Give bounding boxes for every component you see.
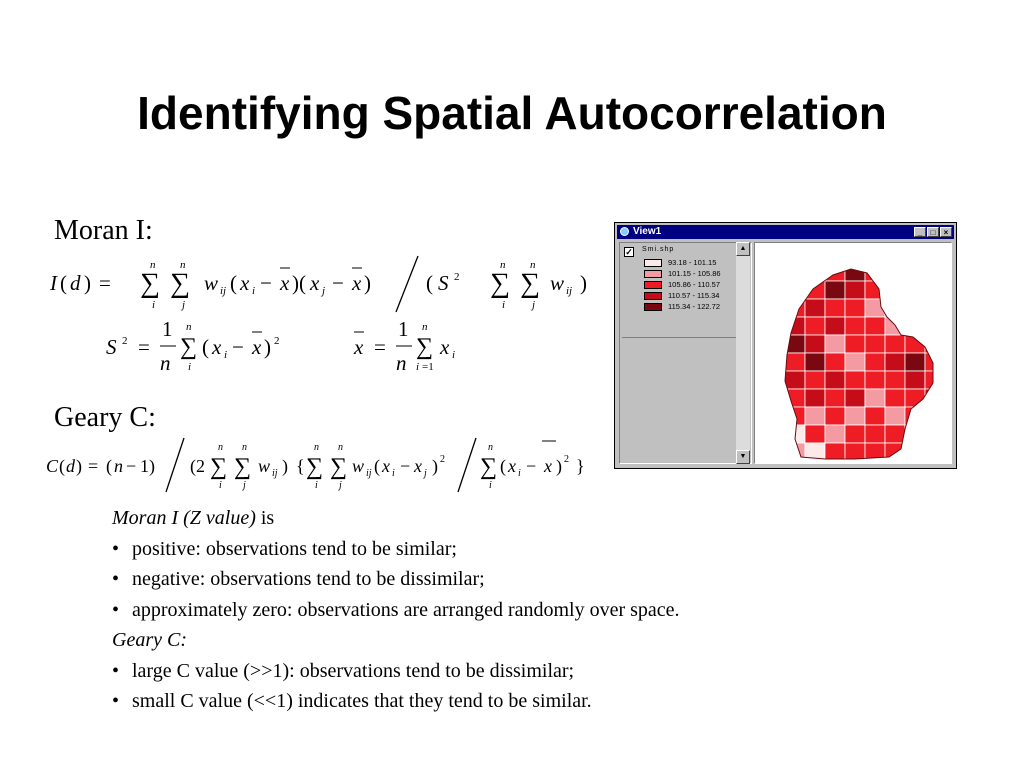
vertical-scrollbar[interactable] xyxy=(736,242,750,464)
svg-text:S: S xyxy=(106,335,117,359)
svg-text:): ) xyxy=(76,456,82,476)
svg-text:w: w xyxy=(204,271,219,295)
svg-text:ij: ij xyxy=(220,285,227,297)
svg-text:=1: =1 xyxy=(422,361,434,373)
svg-text:(: ( xyxy=(500,456,506,476)
svg-text:): ) xyxy=(556,456,562,476)
svg-text:i: i xyxy=(315,480,318,491)
svg-text:∑: ∑ xyxy=(330,454,348,480)
svg-text:w: w xyxy=(550,271,565,295)
svg-text:C: C xyxy=(46,456,59,476)
moran-notes-heading: Moran I (Z value) is xyxy=(112,507,275,529)
svg-text:=: = xyxy=(138,335,150,359)
legend-row xyxy=(644,292,744,302)
svg-text:x: x xyxy=(252,335,262,359)
globe-icon xyxy=(620,227,629,236)
svg-text:∑: ∑ xyxy=(520,268,540,299)
theme-visibility-checkbox[interactable]: ✓ xyxy=(625,247,633,257)
svg-text:i: i xyxy=(518,468,521,479)
legend-row xyxy=(644,259,744,269)
svg-text:∑: ∑ xyxy=(170,268,190,299)
legend-swatch xyxy=(644,303,662,311)
svg-text:w: w xyxy=(258,456,271,476)
svg-text:i: i xyxy=(252,285,256,297)
svg-text:2: 2 xyxy=(440,454,445,465)
maximize-button[interactable]: □ xyxy=(927,227,939,237)
svg-text:(: ( xyxy=(202,335,209,359)
slide-title: Identifying Spatial Autocorrelation xyxy=(137,87,887,139)
svg-text:): ) xyxy=(432,456,438,476)
svg-text:2: 2 xyxy=(564,454,569,465)
svg-text:x: x xyxy=(382,456,390,476)
svg-text:n: n xyxy=(180,259,186,271)
svg-text:x: x xyxy=(508,456,516,476)
svg-text:x: x xyxy=(352,271,362,295)
svg-text:n: n xyxy=(150,259,156,271)
county-grid xyxy=(785,263,945,461)
svg-text:): ) xyxy=(282,456,288,476)
window-title: View1 xyxy=(633,226,662,237)
svg-text:): ) xyxy=(84,271,91,295)
svg-text:i: i xyxy=(392,468,395,479)
legend-label: 101.15 - 105.86 xyxy=(668,269,721,278)
svg-text:j: j xyxy=(532,299,536,311)
svg-text:−: − xyxy=(126,456,137,476)
minimize-button[interactable]: _ xyxy=(914,227,926,237)
svg-text:∑: ∑ xyxy=(480,454,498,480)
window-titlebar[interactable] xyxy=(617,225,954,239)
geary-label: Geary C: xyxy=(54,402,156,433)
svg-text:i: i xyxy=(188,361,192,373)
svg-text:n: n xyxy=(530,259,536,271)
svg-text:I: I xyxy=(50,271,57,295)
svg-text:n: n xyxy=(338,442,343,453)
svg-text:∑: ∑ xyxy=(140,268,160,299)
svg-text:n: n xyxy=(186,321,192,333)
scroll-down-button[interactable]: ▼ xyxy=(736,450,750,464)
svg-text:2: 2 xyxy=(454,271,460,283)
svg-text:(: ( xyxy=(426,271,433,295)
svg-text:=: = xyxy=(88,456,99,476)
svg-text:∑: ∑ xyxy=(234,454,252,480)
svg-text:j: j xyxy=(243,480,246,491)
choropleth-map xyxy=(755,243,951,463)
svg-text:}: } xyxy=(576,456,585,476)
svg-text:1): 1) xyxy=(140,456,155,476)
close-button[interactable]: × xyxy=(940,227,952,237)
svg-text:∑: ∑ xyxy=(180,334,198,360)
geary-formula xyxy=(44,434,604,496)
svg-text:n: n xyxy=(488,442,493,453)
svg-text:x: x xyxy=(544,456,552,476)
svg-text:n: n xyxy=(114,456,123,476)
svg-text:j: j xyxy=(182,299,186,311)
svg-text:j: j xyxy=(424,468,427,479)
svg-text:j: j xyxy=(339,480,342,491)
svg-text:∑: ∑ xyxy=(210,454,228,480)
legend-label: 105.86 - 110.57 xyxy=(668,280,720,289)
geary-point: • large C value (>>1): observations tend to be dissimilar; xyxy=(112,659,575,682)
svg-text:n: n xyxy=(314,442,319,453)
svg-text:i: i xyxy=(219,480,222,491)
moran-point: • positive: observations tend to be similar; xyxy=(112,537,457,560)
svg-text:(: ( xyxy=(374,456,380,476)
svg-text:x: x xyxy=(414,456,422,476)
scroll-up-button[interactable]: ▲ xyxy=(736,242,750,256)
svg-text:x: x xyxy=(354,335,364,359)
svg-text:i: i xyxy=(152,299,156,311)
theme-name: Smi.shp xyxy=(642,246,675,253)
legend-label: 93.18 - 101.15 xyxy=(668,258,717,267)
svg-text:x: x xyxy=(310,271,320,295)
legend-swatch xyxy=(644,259,662,267)
legend-swatch xyxy=(644,270,662,278)
svg-text:(: ( xyxy=(230,271,237,295)
svg-text:i: i xyxy=(452,349,456,361)
svg-text:): ) xyxy=(364,271,371,295)
svg-text:j: j xyxy=(322,285,326,297)
legend-label: 110.57 - 115.34 xyxy=(668,291,720,300)
legend-row xyxy=(644,303,744,313)
svg-text:i: i xyxy=(224,349,228,361)
svg-text:(: ( xyxy=(60,271,67,295)
svg-text:i: i xyxy=(416,361,420,373)
svg-text:)(: )( xyxy=(292,271,306,295)
mean-formula xyxy=(350,314,470,376)
svg-text:1: 1 xyxy=(398,317,409,341)
svg-text:=: = xyxy=(374,335,386,359)
moran-formula xyxy=(44,250,604,320)
svg-text:−: − xyxy=(400,456,411,476)
svg-text:(: ( xyxy=(59,456,65,476)
svg-text:x: x xyxy=(280,271,290,295)
svg-text:n: n xyxy=(500,259,506,271)
svg-text:(: ( xyxy=(106,456,112,476)
legend-row xyxy=(644,281,744,291)
svg-text:x: x xyxy=(440,335,450,359)
svg-text:−: − xyxy=(332,271,344,295)
svg-text:n: n xyxy=(422,321,428,333)
legend-label: 115.34 - 122.72 xyxy=(668,302,720,311)
svg-text:n: n xyxy=(242,442,247,453)
moran-point: • approximately zero: observations are arranged randomly over space. xyxy=(112,598,680,621)
legend-swatch xyxy=(644,281,662,289)
toc-separator xyxy=(622,337,736,338)
svg-text:i: i xyxy=(502,299,506,311)
legend-swatch xyxy=(644,292,662,300)
svg-text:w: w xyxy=(352,456,365,476)
svg-text:n: n xyxy=(396,351,407,375)
svg-text:x: x xyxy=(212,335,222,359)
svg-text:{: { xyxy=(296,456,305,476)
geary-notes-heading: Geary C: xyxy=(112,629,187,651)
table-of-contents xyxy=(619,242,752,464)
svg-text:): ) xyxy=(264,335,271,359)
svg-text:S: S xyxy=(438,271,449,295)
svg-text:x: x xyxy=(240,271,250,295)
svg-text:(2: (2 xyxy=(190,456,205,476)
svg-text:ij: ij xyxy=(366,468,372,479)
svg-text:2: 2 xyxy=(122,335,128,347)
svg-text:ij: ij xyxy=(272,468,278,479)
legend-row xyxy=(644,270,744,280)
notes xyxy=(112,503,680,717)
svg-text:∑: ∑ xyxy=(416,334,434,360)
map-window xyxy=(614,222,957,469)
svg-text:−: − xyxy=(260,271,272,295)
svg-text:d: d xyxy=(66,456,75,476)
geary-point: • small C value (<<1) indicates that they tend to be similar. xyxy=(112,690,592,712)
svg-text:i: i xyxy=(489,480,492,491)
map-view[interactable] xyxy=(754,242,952,464)
theme-entry[interactable] xyxy=(622,245,736,321)
svg-text:n: n xyxy=(218,442,223,453)
svg-text:d: d xyxy=(70,271,81,295)
variance-formula xyxy=(102,314,302,376)
svg-text:ij: ij xyxy=(566,285,573,297)
svg-text:∑: ∑ xyxy=(306,454,324,480)
svg-text:): ) xyxy=(580,271,587,295)
svg-text:1: 1 xyxy=(162,317,173,341)
moran-label: Moran I: xyxy=(54,215,153,246)
svg-text:−: − xyxy=(526,456,537,476)
svg-text:−: − xyxy=(232,335,244,359)
svg-text:2: 2 xyxy=(274,335,280,347)
moran-point: • negative: observations tend to be dissimilar; xyxy=(112,568,485,590)
svg-text:=: = xyxy=(99,271,111,295)
svg-text:∑: ∑ xyxy=(490,268,510,299)
svg-text:n: n xyxy=(160,351,171,375)
